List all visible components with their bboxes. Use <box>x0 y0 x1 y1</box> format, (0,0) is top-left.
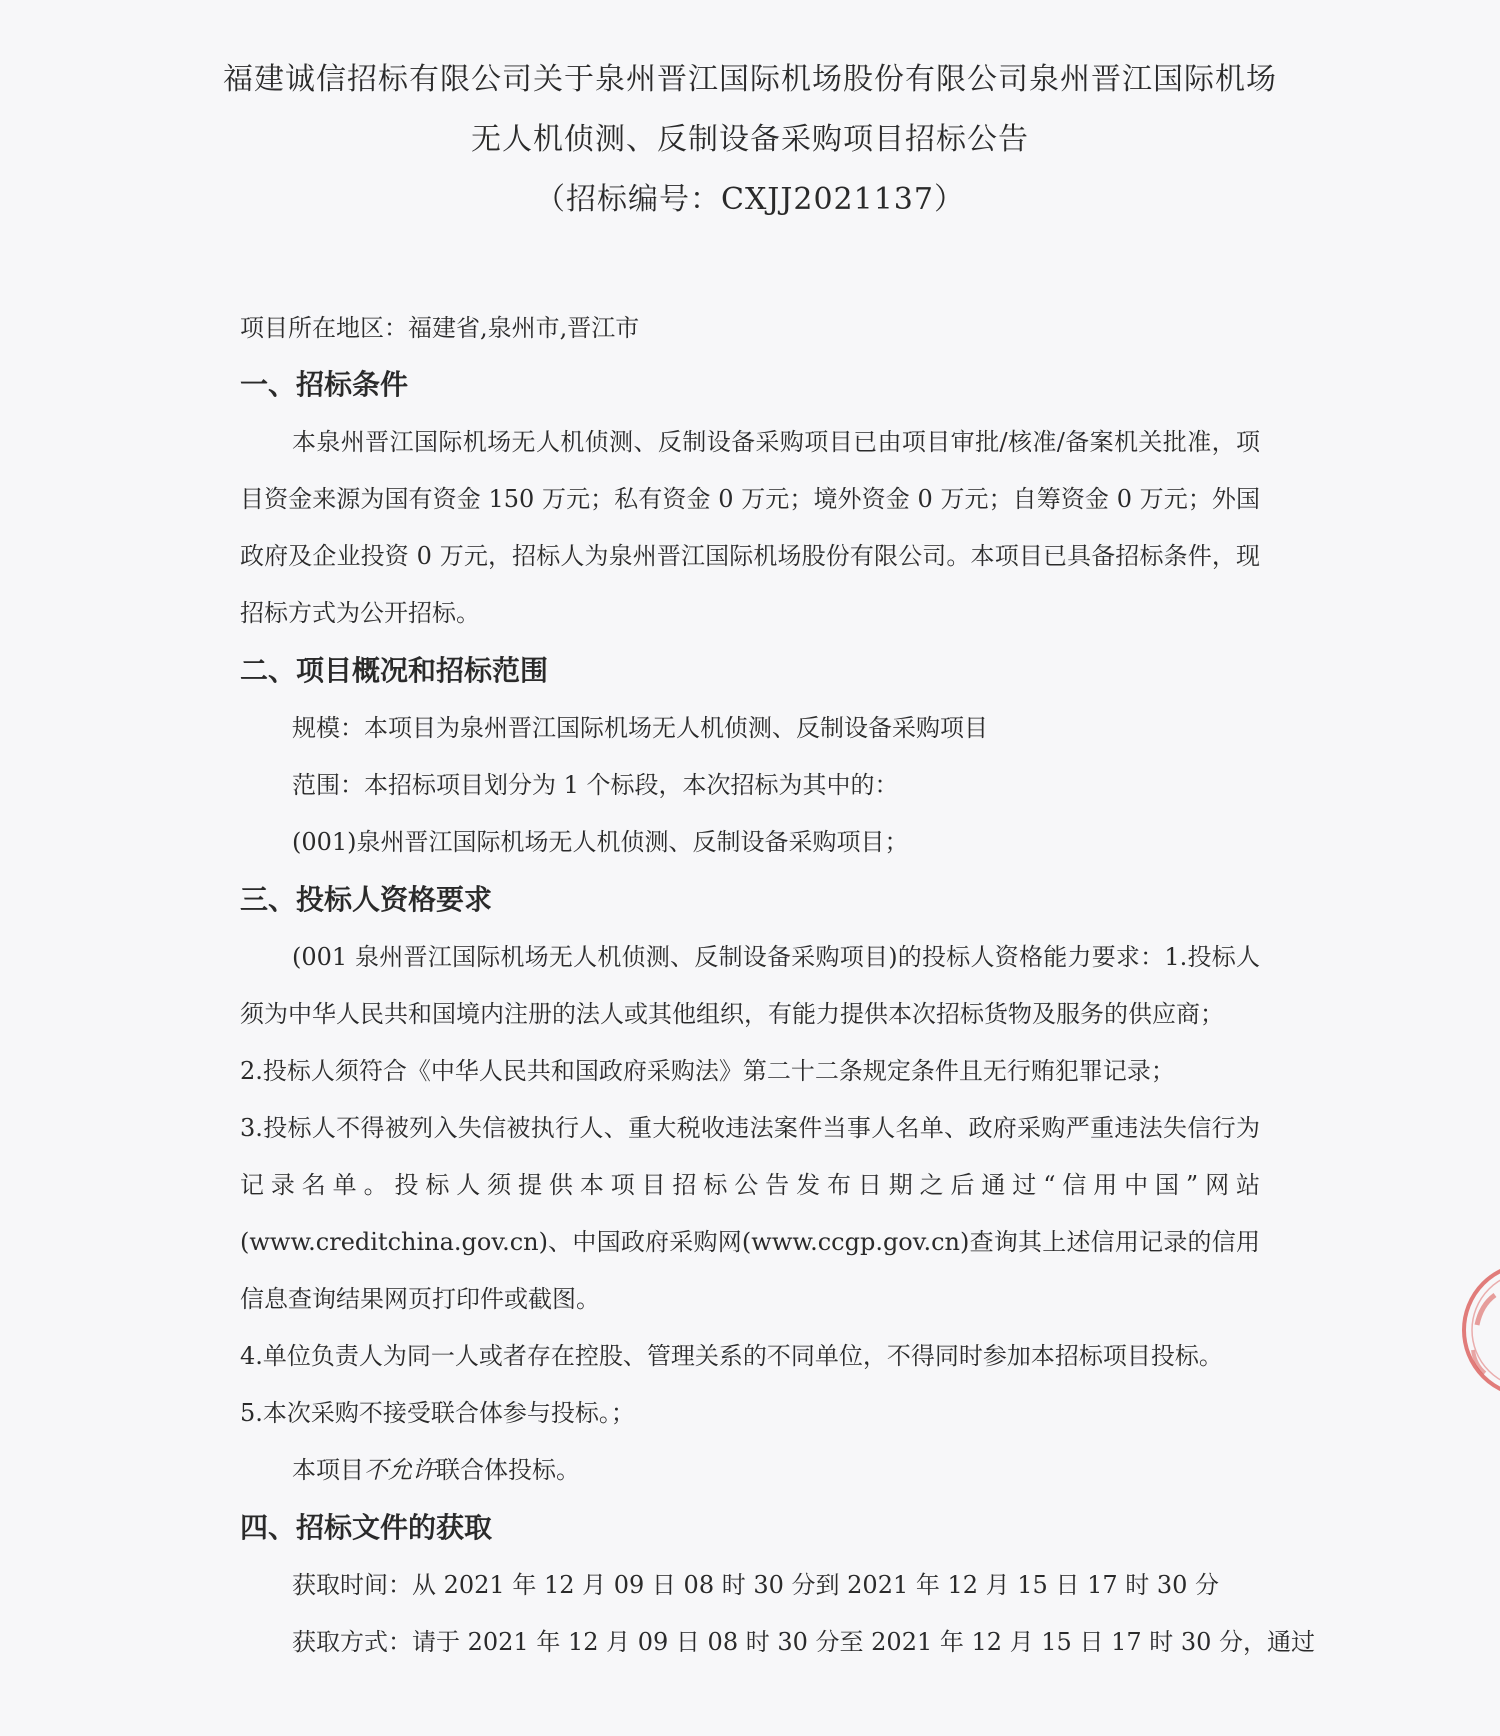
acquisition-method: 获取方式：请于 2021 年 12 月 09 日 08 时 30 分至 2021 年 12 月 15 日 17 时 30 分，通过 <box>292 1628 1316 1656</box>
title-line-1: 福建诚信招标有限公司关于泉州晋江国际机场股份有限公司泉州晋江国际机场 <box>223 62 1277 97</box>
document-body <box>240 300 1316 1671</box>
requirement-1: (001 泉州晋江国际机场无人机侦测、反制设备采购项目)的投标人资格能力要求：1.投标人须为中华人民共和国境内注册的法人或其他组织，有能力提供本次招标货物及服务的供应商； <box>240 943 1260 1028</box>
acquisition-time: 获取时间：从 2021 年 12 月 09 日 08 时 30 分到 2021 年 12 月 15 日 17 时 30 分 <box>292 1571 1220 1599</box>
consortium-emphasis: 不允许 <box>364 1456 436 1484</box>
consortium-note <box>240 1442 1260 1499</box>
section-2-heading: 二、项目概况和招标范围 <box>240 654 549 687</box>
lot-item: (001)泉州晋江国际机场无人机侦测、反制设备采购项目； <box>292 828 909 856</box>
section-3-heading: 三、投标人资格要求 <box>240 883 493 916</box>
document-title <box>200 50 1300 230</box>
red-seal-stamp <box>1455 1255 1500 1405</box>
consortium-suffix: 联合体投标。 <box>436 1456 580 1484</box>
requirement-4: 4.单位负责人为同一人或者存在控股、管理关系的不同单位，不得同时参加本招标项目投标。 <box>240 1342 1223 1370</box>
requirement-3: 3.投标人不得被列入失信被执行人、重大税收违法案件当事人名单、政府采购严重违法失信行为记录名单。投标人须提供本项目招标公告发布日期之后通过“信用中国”网站(www.creditchina.gov.cn)、中国政府采购网(www.ccgp.gov.cn)查询其上述信用记录的信用信息查询结果网页打印件或截图。 <box>240 1114 1260 1313</box>
project-region: 项目所在地区：福建省,泉州市,晋江市 <box>240 314 640 342</box>
tender-number: （招标编号：CXJJ2021137） <box>535 182 965 217</box>
title-line-2: 无人机侦测、反制设备采购项目招标公告 <box>471 122 1029 157</box>
consortium-prefix: 本项目 <box>292 1456 364 1484</box>
section-1-heading: 一、招标条件 <box>240 368 409 401</box>
requirement-2: 2.投标人须符合《中华人民共和国政府采购法》第二十二条规定条件且无行贿犯罪记录； <box>240 1057 1175 1085</box>
section-1-body: 本泉州晋江国际机场无人机侦测、反制设备采购项目已由项目审批/核准/备案机关批准，项目资金来源为国有资金 150 万元；私有资金 0 万元；境外资金 0 万元；自筹资金 0 万元；外国政府及企业投资 0 万元，招标人为泉州晋江国际机场股份有限公司。本项目已具备招标条件，现招标方式为公开招标。 <box>240 428 1260 627</box>
project-scope: 范围：本招标项目划分为 1 个标段，本次招标为其中的： <box>292 771 899 799</box>
requirement-5: 5.本次采购不接受联合体参与投标。； <box>240 1399 635 1427</box>
section-4-heading: 四、招标文件的获取 <box>240 1511 493 1544</box>
project-scale: 规模：本项目为泉州晋江国际机场无人机侦测、反制设备采购项目 <box>292 714 988 742</box>
